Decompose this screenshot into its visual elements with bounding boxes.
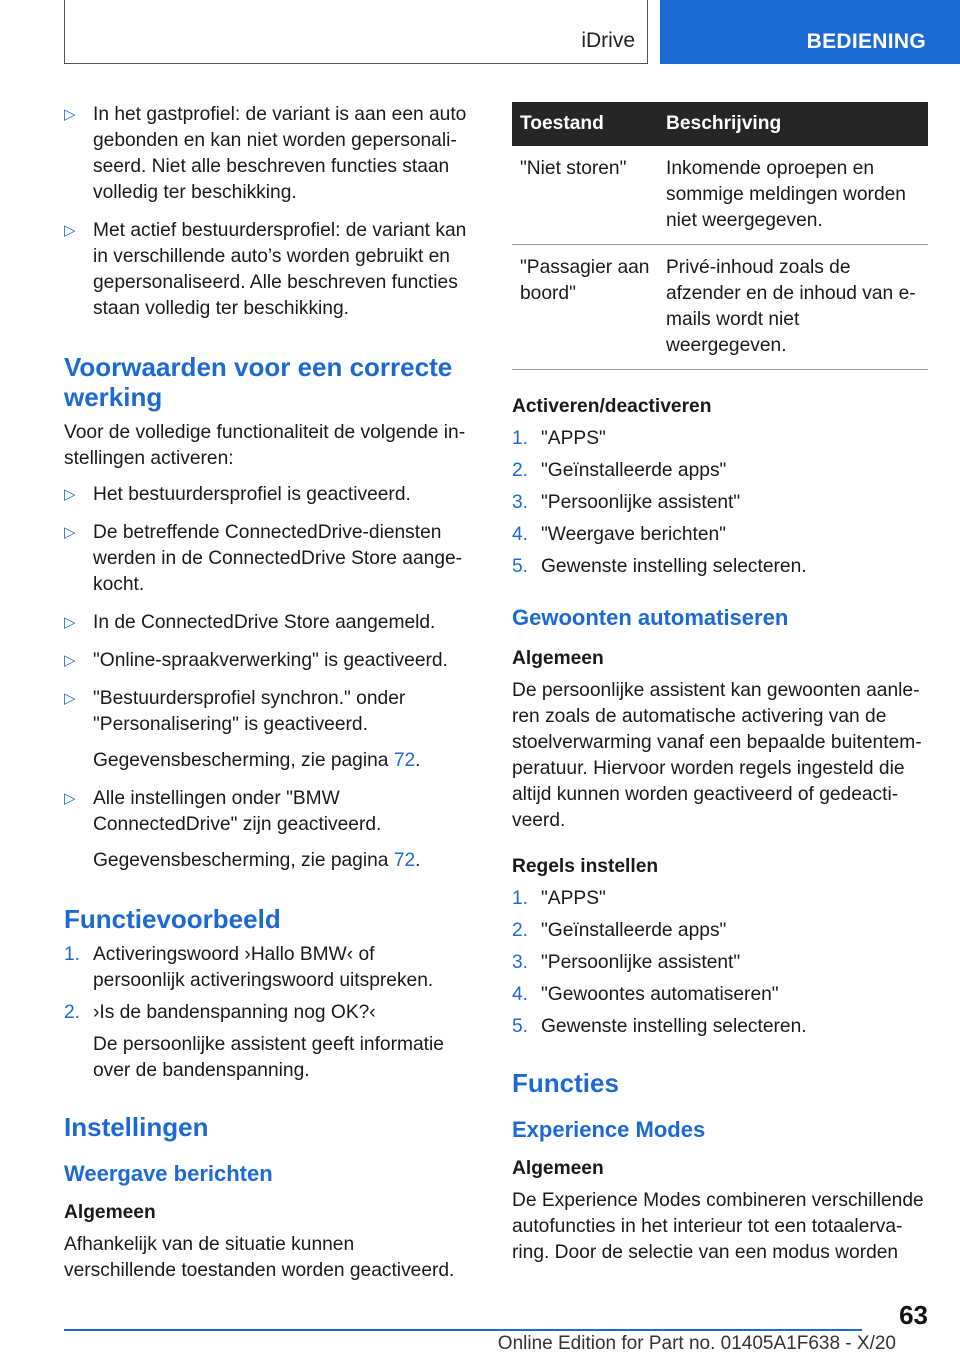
header-section-box bbox=[64, 0, 648, 64]
bullet-item: ▷ Met actief bestuurdersprofiel: de variant kan in verschillende auto’s worden gebruikt en gepersonaliseerd. Alle beschreven functies staan volledig ter beschikking. bbox=[64, 220, 467, 319]
heading-functievoorbeeld: Functievoorbeeld bbox=[64, 904, 281, 934]
bullet-item: ▷ Alle instellingen onder "BMW ConnectedDrive" zijn geactiveerd. bbox=[64, 788, 382, 835]
table-cell: Privé-inhoud zoals de afzender en de inhoud van e-mails wordt niet weergegeven. bbox=[658, 245, 928, 370]
header-chapter-title: BEDIENING bbox=[806, 30, 926, 53]
heading-algemeen: Algemeen bbox=[512, 648, 604, 669]
numbered-step: 2. "Geïnstalleerde apps" bbox=[512, 460, 727, 481]
heading-regels: Regels instellen bbox=[512, 856, 659, 877]
footer-divider bbox=[64, 1329, 862, 1331]
bullet-item: ▷ Het bestuurdersprofiel is geactiveerd. bbox=[64, 482, 468, 508]
table-row bbox=[512, 146, 928, 245]
voorwaarden-intro: Voor de volledige functionaliteit de volgende instellingen activeren: bbox=[64, 422, 466, 469]
table-header-row bbox=[512, 102, 928, 146]
triangle-right-icon: ▷ bbox=[64, 614, 76, 631]
numbered-step: 3. "Persoonlijke assistent" bbox=[512, 492, 741, 513]
footer-edition: Online Edition for Part no. 01405A1F638 - X/20 bbox=[497, 1333, 896, 1354]
triangle-right-icon: ▷ bbox=[64, 222, 76, 239]
table-cell: "Niet storen" bbox=[512, 146, 658, 245]
numbered-step: 5. Gewenste instelling selecteren. bbox=[512, 556, 807, 577]
heading-gewoonten: Gewoonten automatiseren bbox=[512, 605, 789, 630]
weergave-text: Afhankelijk van de situatie kunnen verschillende toestanden worden geactiveerd. bbox=[64, 1234, 455, 1281]
bullet-item: ▷ In het gastprofiel: de variant is aan een auto gebonden en kan niet worden gepersonaliseerd. Niet alle beschreven functies staan volledig ter beschikking. bbox=[64, 104, 467, 203]
numbered-step: 4. "Gewoontes automatiseren" bbox=[512, 984, 779, 1005]
numbered-step: 1. "APPS" bbox=[512, 888, 606, 909]
table-row bbox=[512, 245, 928, 370]
bullet-item: ▷ "Bestuurdersprofiel synchron." onder "Personalisering" is geactiveerd. bbox=[64, 688, 406, 735]
heading-activeren: Activeren/deactiveren bbox=[512, 396, 712, 417]
heading-functies: Functies bbox=[512, 1068, 619, 1098]
cross-reference: Gegevensbescherming, zie pagina 72. bbox=[93, 750, 421, 771]
numbered-step: 4. "Weergave berichten" bbox=[512, 524, 726, 545]
numbered-step: 5. Gewenste instelling selecteren. bbox=[512, 1016, 807, 1037]
heading-algemeen: Algemeen bbox=[512, 1158, 604, 1179]
table-header-cell: Beschrijving bbox=[658, 102, 928, 146]
bullet-item: ▷ De betreffende ConnectedDrive-diensten werden in de ConnectedDrive Store aangekocht. bbox=[64, 522, 463, 595]
experience-text: De Experience Modes combineren verschillende autofuncties in het interieur tot een totaalervaring. Door de selectie van een modus worden bbox=[512, 1190, 924, 1263]
numbered-step: 1. "APPS" bbox=[512, 428, 606, 449]
numbered-step: 3. "Persoonlijke assistent" bbox=[512, 952, 741, 973]
table-cell: Inkomende oproepen en sommige meldingen worden niet weergegeven. bbox=[658, 146, 928, 245]
page-link[interactable]: 72 bbox=[393, 850, 416, 871]
numbered-step: 2. "Geïnstalleerde apps" bbox=[512, 920, 727, 941]
status-table bbox=[512, 102, 928, 370]
triangle-right-icon: ▷ bbox=[64, 790, 76, 807]
triangle-right-icon: ▷ bbox=[64, 486, 76, 503]
gewoonten-text: De persoonlijke assistent kan gewoonten aanleren zoals de automatische activering van de stoelverwarming vanaf een bepaalde buitentemperatuur. Hiervoor worden regels ingesteld die altijd kunnen worden geactiveerd of gedeactiveerd. bbox=[512, 680, 922, 831]
left-column bbox=[64, 102, 468, 1284]
step-result: De persoonlijke assistent geeft informatie over de bandenspanning. bbox=[93, 1034, 444, 1081]
numbered-step: 2. ›Is de bandenspanning nog OK?‹ bbox=[64, 1002, 376, 1023]
triangle-right-icon: ▷ bbox=[64, 524, 76, 541]
cross-reference: Gegevensbescherming, zie pagina 72. bbox=[93, 850, 421, 871]
bullet-item: ▷ "Online-spraakverwerking" is geactiveerd. bbox=[64, 648, 468, 674]
heading-instellingen: Instellingen bbox=[64, 1112, 209, 1142]
heading-voorwaarden: Voorwaarden voor een correcte werking bbox=[64, 352, 453, 412]
header-chapter-tab bbox=[660, 0, 960, 64]
page-number: 63 bbox=[899, 1300, 928, 1330]
table-cell: "Passagier aan boord" bbox=[512, 245, 658, 370]
page-link[interactable]: 72 bbox=[393, 750, 416, 771]
header-section-title: iDrive bbox=[581, 29, 635, 52]
heading-weergave-berichten: Weergave berichten bbox=[64, 1161, 273, 1186]
heading-experience-modes: Experience Modes bbox=[512, 1117, 706, 1142]
triangle-right-icon: ▷ bbox=[64, 652, 76, 669]
triangle-right-icon: ▷ bbox=[64, 106, 76, 123]
numbered-step: 1. Activeringswoord ›Hallo BMW‹ of persoonlijk activeringswoord uitspreken. bbox=[64, 944, 434, 991]
bullet-item: ▷ In de ConnectedDrive Store aangemeld. bbox=[64, 610, 468, 636]
heading-algemeen: Algemeen bbox=[64, 1202, 156, 1223]
right-column bbox=[512, 102, 928, 1266]
triangle-right-icon: ▷ bbox=[64, 690, 76, 707]
table-header-cell: Toestand bbox=[512, 102, 658, 146]
